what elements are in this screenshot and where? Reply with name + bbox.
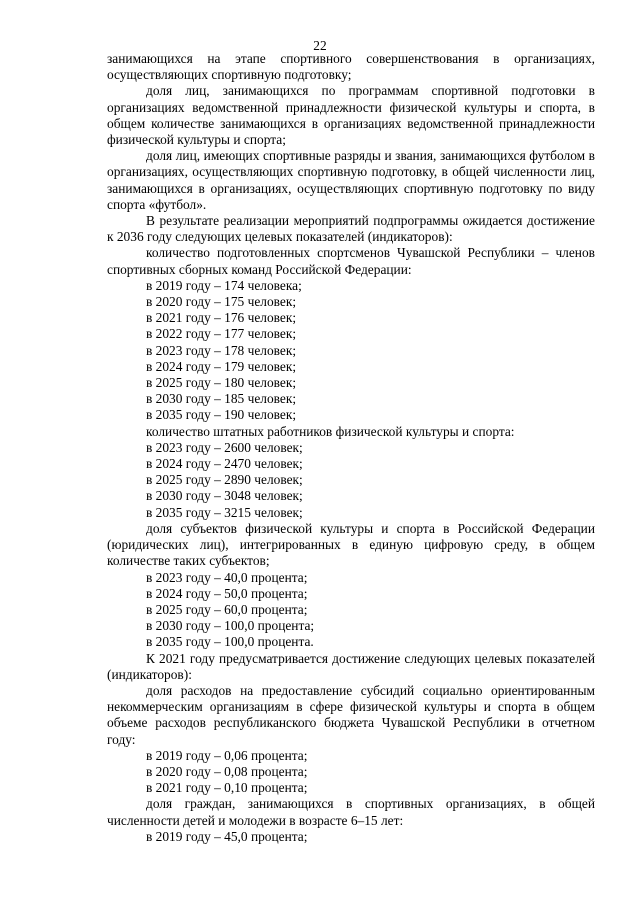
list-item: в 2025 году – 60,0 процента; — [146, 601, 308, 617]
paragraph-subsidy-share: доля расходов на предоставление субсидий социально ориентированным некоммерческим организациям в сфере физической культуры и спорта в общем объеме расходов республиканского бюджета Чувашской Республики в отчетном году: — [107, 682, 595, 747]
list-item: в 2035 году – 190 человек; — [146, 407, 297, 423]
list-item: в 2035 году – 100,0 процента. — [146, 634, 314, 650]
list-item: в 2024 году – 179 человек; — [146, 358, 297, 374]
list-item: в 2023 году – 2600 человек; — [146, 439, 303, 455]
paragraph-sport-improvement: занимающихся на этапе спортивного совершенствования в организациях, осуществляющих спортивную подготовку; — [107, 51, 595, 83]
paragraph-expected-results-2036: В результате реализации мероприятий подпрограммы ожидается достижение к 2036 году следующих целевых показателей (индикаторов): — [107, 213, 595, 245]
list-youth — [107, 829, 595, 845]
list-item: в 2023 году – 178 человек; — [146, 342, 297, 358]
list-item: в 2030 году – 100,0 процента; — [146, 618, 315, 634]
paragraph-departmental-share: доля лиц, занимающихся по программам спортивной подготовки в организациях ведомственной принадлежности физической культуры и спорта, в общем количестве занимающихся в организациях ведомственной принадлежности физической культуры и спорта; — [107, 83, 595, 148]
list-item: в 2024 году – 2470 человек; — [146, 456, 303, 472]
list-item: в 2020 году – 0,08 процента; — [146, 763, 308, 779]
list-item: в 2030 году – 3048 человек; — [146, 488, 303, 504]
list-item: в 2021 году – 176 человек; — [146, 310, 297, 326]
paragraph-athletes-count: количество подготовленных спортсменов Чувашской Республики – членов спортивных сборных команд Российской Федерации: — [107, 245, 595, 277]
list-item: в 2019 году – 174 человека; — [146, 277, 302, 293]
paragraph-staff-count: количество штатных работников физической культуры и спорта: — [146, 423, 515, 439]
list-item: в 2019 году – 0,06 процента; — [146, 747, 308, 763]
paragraph-football-share: доля лиц, имеющих спортивные разряды и звания, занимающихся футболом в организациях, осуществляющих спортивную подготовку, в общей численности лиц, занимающихся в организациях, осуществляющих спортивную подготовку по виду спорта «футбол». — [107, 148, 595, 212]
list-item: в 2023 году – 40,0 процента; — [146, 569, 308, 585]
list-item: в 2025 году – 2890 человек; — [146, 472, 303, 488]
list-item: в 2020 году – 175 человек; — [146, 294, 297, 310]
document-body — [107, 51, 595, 845]
list-item: в 2021 году – 0,10 процента; — [146, 780, 308, 796]
list-item: в 2022 году – 177 человек; — [146, 326, 297, 342]
list-staff — [107, 440, 595, 521]
list-athletes — [107, 278, 595, 424]
list-item: в 2035 году – 3215 человек; — [146, 504, 303, 520]
paragraph-youth-share: доля граждан, занимающихся в спортивных организациях, в общей численности детей и молодежи в возрасте 6–15 лет: — [107, 796, 595, 828]
page-number: 22 — [313, 38, 327, 53]
list-item: в 2025 году – 180 человек; — [146, 375, 297, 391]
list-item: в 2024 году – 50,0 процента; — [146, 585, 308, 601]
list-subsidy — [107, 748, 595, 797]
list-item: в 2030 году – 185 человек; — [146, 391, 297, 407]
list-digital — [107, 570, 595, 651]
paragraph-digital-integration: доля субъектов физической культуры и спорта в Российской Федерации (юридических лиц), интегрированных в единую цифровую среду, в общем количестве таких субъектов; — [107, 520, 595, 569]
list-item: в 2019 году – 45,0 процента; — [146, 828, 308, 844]
paragraph-targets-2021: К 2021 году предусматривается достижение следующих целевых показателей (индикаторов): — [107, 650, 595, 682]
